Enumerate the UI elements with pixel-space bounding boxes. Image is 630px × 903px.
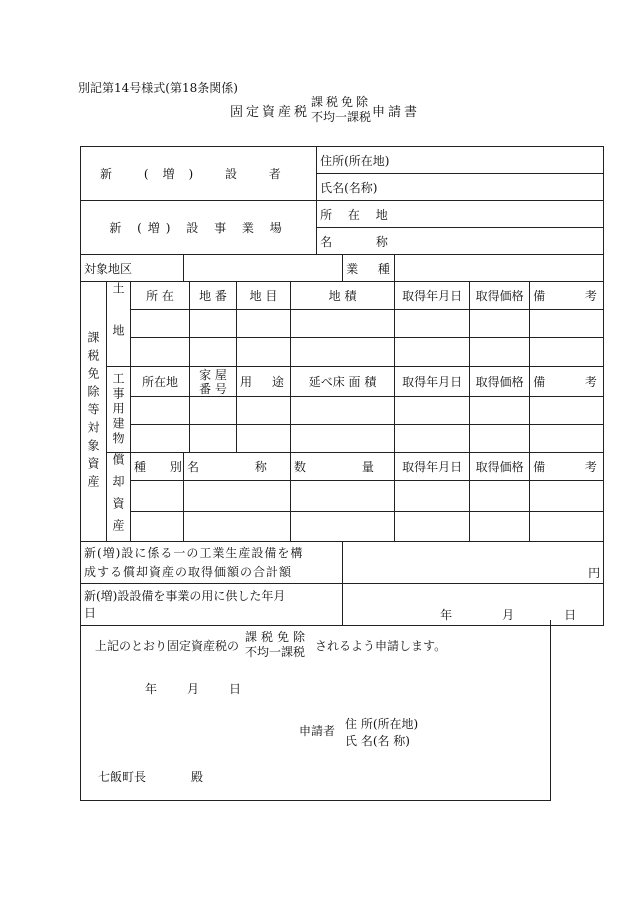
bldg-row1-date[interactable] [395,397,470,425]
industry-label-cell [343,255,398,282]
land-header-acq-date [395,282,470,310]
dep-header-acq-price-text: 取得価格 [475,460,524,475]
dep-row2-date[interactable] [395,511,470,541]
area-value-cell[interactable] [184,255,343,282]
bldg-row2-number[interactable] [190,425,237,453]
bldg-row1-use[interactable] [237,397,291,425]
form-reference: 別記第14号様式(第18条関係) [78,81,238,95]
land-header-lot-text: 地 番 [199,288,227,303]
land-header-category [237,282,291,310]
bldg-header-use [237,367,291,397]
declaration-box [80,620,551,801]
land-header-acq-date-text: 取得年月日 [402,288,463,303]
use-date-day: 日 [564,608,577,622]
land-row1-price[interactable] [470,309,530,338]
bldg-row2-area[interactable] [291,425,395,453]
total-label-line2: 成する償却資産の取得価額の合計額 [84,564,293,579]
honorific: 殿 [191,770,204,784]
dep-header-acq-price [470,453,530,481]
declaration-prefix: 上記のとおり固定資産税の [95,638,240,653]
land-header-location-text: 所 在 [146,288,174,303]
bldg-header-floor-area-text: 延べ床 面 積 [308,374,377,389]
title-options [311,95,371,125]
bldg-header-acq-price [470,367,530,397]
land-header-acq-price-text: 取得価格 [475,288,524,303]
asset-section-label [81,282,107,542]
use-date-label-line2: 日 [84,606,97,620]
land-header-remarks-text: 備 考 [533,288,615,303]
bldg-header-remarks [530,367,615,397]
land-row2-remarks[interactable] [530,338,604,367]
declaration-suffix: されるよう申請します。 [315,638,447,653]
area-label-cell [81,255,184,282]
industry-label: 業 種 [346,261,398,276]
use-date-month: 月 [502,608,515,622]
land-row1-location[interactable] [131,309,190,338]
building-label-text: 工事用建物 [111,372,125,447]
declaration-option-exemption[interactable]: 課税免除 [245,630,310,644]
area-label: 対象地区 [84,261,133,276]
newcomer-name-label: 氏名(名称) [320,180,378,195]
depreciable-label-text: 償却資産 [111,453,125,541]
bldg-header-location-text: 所在地 [141,375,178,389]
site-name-label: 名 称 [320,234,408,249]
bldg-row1-area[interactable] [291,397,395,425]
declaration-date-month: 月 [187,682,200,696]
total-label-cell [81,542,343,584]
bldg-header-location [131,367,190,397]
dep-header-type [131,453,192,481]
bldg-header-number [190,367,237,397]
title-suffix: 申請書 [372,104,421,120]
dep-row2-type[interactable] [131,511,184,541]
total-value-cell[interactable] [343,542,604,584]
dep-row2-qty[interactable] [291,511,395,541]
title-prefix: 固定資産税 [230,104,311,120]
bldg-row2-use[interactable] [237,425,291,453]
title-option-uneven[interactable]: 不均一課税 [311,110,372,124]
dep-row1-name[interactable] [184,481,291,511]
dep-header-remarks [530,453,615,481]
bldg-row2-price[interactable] [470,425,530,453]
bldg-header-use-text: 用 途 [240,375,292,389]
declaration-date[interactable] [145,680,241,697]
dep-header-name-text: 名 称 [187,460,293,475]
land-row1-date[interactable] [395,309,470,338]
newcomer-address-cell[interactable] [317,147,604,174]
bldg-header-floor-area [291,367,395,397]
dep-header-name [184,453,291,481]
declaration-option-uneven[interactable]: 不均一課税 [245,645,306,659]
land-label [107,282,131,367]
land-header-location [131,282,190,310]
land-header-acq-price [470,282,530,310]
bldg-row2-remarks[interactable] [530,425,604,453]
form-title [230,95,420,125]
newcomer-name-cell[interactable] [317,174,604,201]
land-label-text: 土地 [111,282,125,366]
land-row1-area[interactable] [291,309,395,338]
land-row2-category[interactable] [237,338,291,367]
title-option-exemption[interactable]: 課税免除 [311,95,372,109]
bldg-header-acq-price-text: 取得価格 [475,375,524,389]
land-row1-lot[interactable] [190,309,237,338]
site-name-cell[interactable] [317,228,604,255]
dep-header-acq-date-text: 取得年月日 [402,460,463,475]
dep-row1-date[interactable] [395,481,470,511]
asset-section-text: 課税免除等対象資産 [86,330,100,493]
building-label [107,367,131,453]
land-header-area [291,282,395,310]
dep-row2-price[interactable] [470,511,530,541]
site-label: 新 (増) 設 事 業 場 [109,221,288,235]
total-unit: 円 [588,566,601,580]
declaration-date-day: 日 [229,682,242,696]
newcomer-label: 新 (増) 設 者 [100,167,295,181]
bldg-row2-location[interactable] [131,425,190,453]
land-header-lot [190,282,237,310]
land-header-remarks [530,282,615,310]
dep-header-qty-text: 数 量 [294,460,400,475]
applicant-address-label: 住 所(所在地) [345,717,419,731]
site-label-cell [81,201,317,255]
dep-row1-type[interactable] [131,481,184,511]
newcomer-label-cell [81,147,317,201]
application-form-table [80,146,615,626]
land-row1-category[interactable] [237,309,291,338]
use-date-year: 年 [440,608,453,622]
bldg-header-acq-date-text: 取得年月日 [402,375,463,389]
total-label-line1: 新(増)設に係る一の工業生産設備を構 [84,545,304,560]
declaration-date-year: 年 [145,682,158,696]
bldg-row1-location[interactable] [131,397,190,425]
bldg-header-number-text: 家 屋 番 号 [199,367,227,396]
newcomer-address-label: 住所(所在地) [320,153,390,168]
bldg-header-acq-date [395,367,470,397]
declaration-options [245,630,309,660]
bldg-row1-number[interactable] [190,397,237,425]
declaration-sentence [95,630,446,660]
dep-header-qty [291,453,400,481]
bldg-row1-remarks[interactable] [530,397,604,425]
land-row1-remarks[interactable] [530,309,604,338]
land-row2-date[interactable] [395,338,470,367]
site-location-label: 所 在 地 [320,207,394,222]
dep-header-remarks-text: 備 考 [533,460,615,475]
dep-row1-qty[interactable] [291,481,395,511]
land-row2-price[interactable] [470,338,530,367]
bldg-row1-price[interactable] [470,397,530,425]
dep-row1-remarks[interactable] [530,481,604,511]
use-date-label-line1: 新(増)設設備を事業の用に供した年月 [84,589,286,603]
addressee: 七飯町長 [98,770,147,784]
bldg-row2-date[interactable] [395,425,470,453]
land-header-area-text: 地 積 [328,288,357,303]
land-row2-lot[interactable] [190,338,237,367]
dep-header-type-text: 種 別 [134,460,192,475]
dep-row1-price[interactable] [470,481,530,511]
depreciable-label [107,453,131,542]
land-header-category-text: 地 目 [249,288,278,303]
land-row2-location[interactable] [131,338,190,367]
dep-row2-remarks[interactable] [530,511,604,541]
dep-row2-name[interactable] [184,511,291,541]
bldg-header-remarks-text: 備 考 [533,375,615,389]
land-row2-area[interactable] [291,338,395,367]
applicant-name-label: 氏 名(名 称) [345,734,410,748]
industry-value-cell[interactable] [395,255,604,282]
dep-header-acq-date [395,453,470,481]
site-location-cell[interactable] [317,201,604,228]
applicant-label: 申請者 [299,724,336,738]
